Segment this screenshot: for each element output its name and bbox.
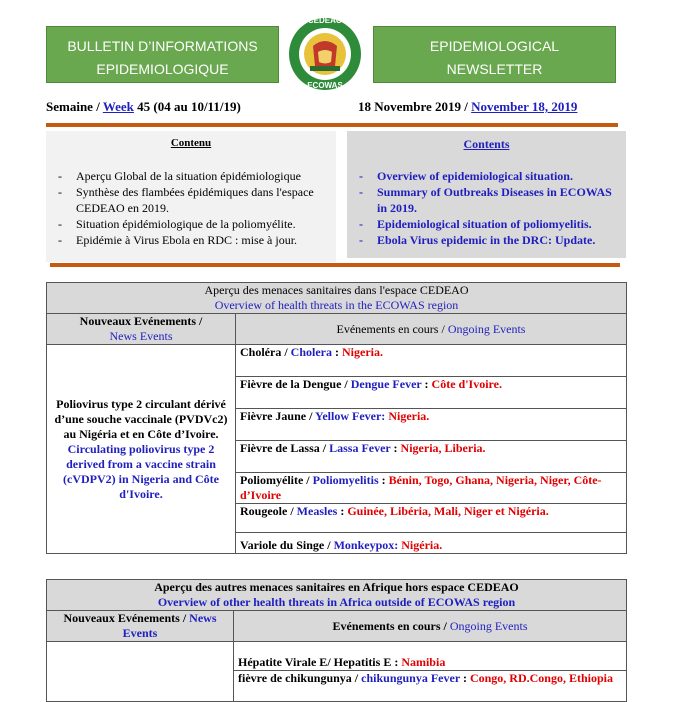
table1-col-ongoing xyxy=(236,314,627,345)
contents-box xyxy=(347,131,626,258)
new-event-fr: Poliovirus type 2 circulant dérivé d’une souche vaccinale (PVDVc2) au Nigéria et en Côte d’Ivoire. xyxy=(54,396,228,441)
t2-col-ongoing-en: Ongoing Events xyxy=(449,618,528,633)
contenu-title: Contenu xyxy=(170,137,212,149)
event-fr: Fièvre de Lassa / xyxy=(240,441,327,455)
contents-list xyxy=(353,168,623,248)
contenu-list xyxy=(52,168,336,248)
event-fr: fièvre de chikungunya / xyxy=(238,671,359,685)
table1-title-fr: Aperçu des menaces sanitaires dans l'espace CEDEAO xyxy=(204,283,469,297)
col-ongoing-en: Ongoing Events xyxy=(447,321,526,336)
table1-header xyxy=(47,283,627,314)
date-fr: 18 Novembre 2019 / xyxy=(358,99,468,114)
ecowas-threats-table xyxy=(46,282,627,554)
event-places: Congo, RD.Congo, Ethiopia xyxy=(469,671,613,685)
contenu-item: - Epidémie à Virus Ebola en RDC : mise à jour. xyxy=(52,232,336,248)
table2-title-en: Overview of other health threats in Africa outside of ECOWAS region xyxy=(157,595,516,609)
event-en: Dengue Fever xyxy=(350,377,422,391)
event-fr: Fièvre de la Dengue / xyxy=(240,377,348,391)
table2-header xyxy=(47,580,627,611)
t2-ongoing-row xyxy=(234,642,627,671)
event-sep: : xyxy=(378,473,389,487)
semaine-label: Semaine / xyxy=(46,99,100,114)
t2-ongoing-row xyxy=(234,671,627,702)
header-left-line2: EPIDEMIOLOGIQUE xyxy=(96,61,229,77)
col-new-en: News Events xyxy=(109,329,173,343)
event-sep: : xyxy=(332,345,342,359)
ongoing-row xyxy=(236,473,627,504)
contenu-box xyxy=(46,131,336,262)
table2-col-new xyxy=(47,611,234,642)
logo-text-top: CEDEAO xyxy=(307,16,343,25)
ongoing-row xyxy=(236,345,627,377)
africa-threats-table xyxy=(46,579,627,702)
table1-col-new xyxy=(47,314,236,345)
event-places: Nigeria. xyxy=(388,409,430,423)
ecowas-logo xyxy=(288,14,362,94)
t2-col-new-en: News Events xyxy=(122,611,217,640)
contents-title[interactable]: Contents xyxy=(463,137,510,151)
header-left-line1: BULLETIN D’INFORMATIONS xyxy=(67,38,258,54)
contenu-item: - Synthèse des flambées épidémiques dans l'espace CEDEAO en 2019. xyxy=(52,184,336,216)
ongoing-row xyxy=(236,533,627,554)
contents-item[interactable]: - Overview of epidemiological situation. xyxy=(353,168,623,184)
ongoing-row xyxy=(236,409,627,441)
contenu-item: - Aperçu Global de la situation épidémiologique xyxy=(52,168,336,184)
event-en: chikungunya Fever xyxy=(361,671,460,685)
table2-col-ongoing xyxy=(234,611,627,642)
contents-item[interactable]: - Ebola Virus epidemic in the DRC: Update. xyxy=(353,232,623,248)
date-en-link[interactable]: November 18, 2019 xyxy=(471,99,578,114)
event-sep: : xyxy=(459,671,470,685)
orange-rule-mid xyxy=(50,263,620,267)
header-right-line2: NEWSLETTER xyxy=(446,61,543,77)
event-sep: : xyxy=(337,504,348,518)
event-en: Poliomyelitis xyxy=(312,473,379,487)
header-right-line1: EPIDEMIOLOGICAL xyxy=(429,38,560,54)
table1-title-en: Overview of health threats in the ECOWAS region xyxy=(214,298,459,312)
contents-item[interactable]: - Summary of Outbreaks Diseases in ECOWAS in 2019. xyxy=(353,184,623,216)
event-en: Measles xyxy=(296,504,338,518)
event-en: Cholera xyxy=(290,345,332,359)
event-sep: : xyxy=(390,441,401,455)
new-event-en: Circulating poliovirus type 2 derived from a vaccine strain (cVDPV2) in Nigeria and Côte d'Ivoire. xyxy=(63,441,219,501)
event-places: Bénin, Togo, Ghana, Nigeria, Niger, Côte-d’Ivoire xyxy=(240,473,602,502)
col-ongoing-fr: Evénements en cours / xyxy=(336,321,445,336)
event-places: Côte d'Ivoire. xyxy=(431,377,502,391)
ongoing-row xyxy=(236,441,627,473)
contents-item[interactable]: - Epidemiological situation of poliomyelitis. xyxy=(353,216,623,232)
col-new-fr: Nouveaux Evénements / xyxy=(79,314,203,328)
t2-new-events-cell xyxy=(47,642,234,702)
table2-title-fr: Aperçu des autres menaces sanitaires en Afrique hors espace CEDEAO xyxy=(154,580,519,594)
t2-col-ongoing-fr: Evénements en cours / xyxy=(332,618,447,633)
orange-rule-top xyxy=(46,123,618,127)
header-right-box xyxy=(373,26,616,83)
new-events-cell xyxy=(47,345,236,554)
event-en: Monkeypox: xyxy=(333,538,399,552)
event-fr: Fièvre Jaune / xyxy=(240,409,313,423)
logo-text-bottom: ECOWAS xyxy=(307,81,343,90)
event-fr: Rougeole / xyxy=(240,504,294,518)
event-places: Nigéria. xyxy=(401,538,443,552)
event-fr: Hépatite Virale E/ Hepatitis E : xyxy=(238,655,399,669)
event-fr: Variole du Singe / xyxy=(240,538,331,552)
event-fr: Choléra / xyxy=(240,345,288,359)
header-left-box xyxy=(46,26,279,83)
week-link[interactable]: Week xyxy=(102,99,134,114)
week-range: 45 (04 au 10/11/19) xyxy=(137,99,241,114)
event-places: Guinée, Libéria, Mali, Niger et Nigéria. xyxy=(347,504,549,518)
event-en: Lassa Fever xyxy=(329,441,391,455)
event-places: Nigeria, Liberia. xyxy=(400,441,486,455)
event-sep: : xyxy=(421,377,432,391)
ongoing-row xyxy=(236,377,627,409)
contenu-item: - Situation épidémiologique de la poliomyélite. xyxy=(52,216,336,232)
event-en: Yellow Fever: xyxy=(315,409,386,423)
date-line xyxy=(358,99,577,115)
week-line xyxy=(46,99,241,115)
t2-col-new-fr: Nouveaux Evénements / xyxy=(63,611,187,625)
event-fr: Poliomyélite / xyxy=(240,473,310,487)
event-places: Namibia xyxy=(401,655,446,669)
event-places: Nigeria. xyxy=(342,345,383,359)
ongoing-row xyxy=(236,504,627,533)
